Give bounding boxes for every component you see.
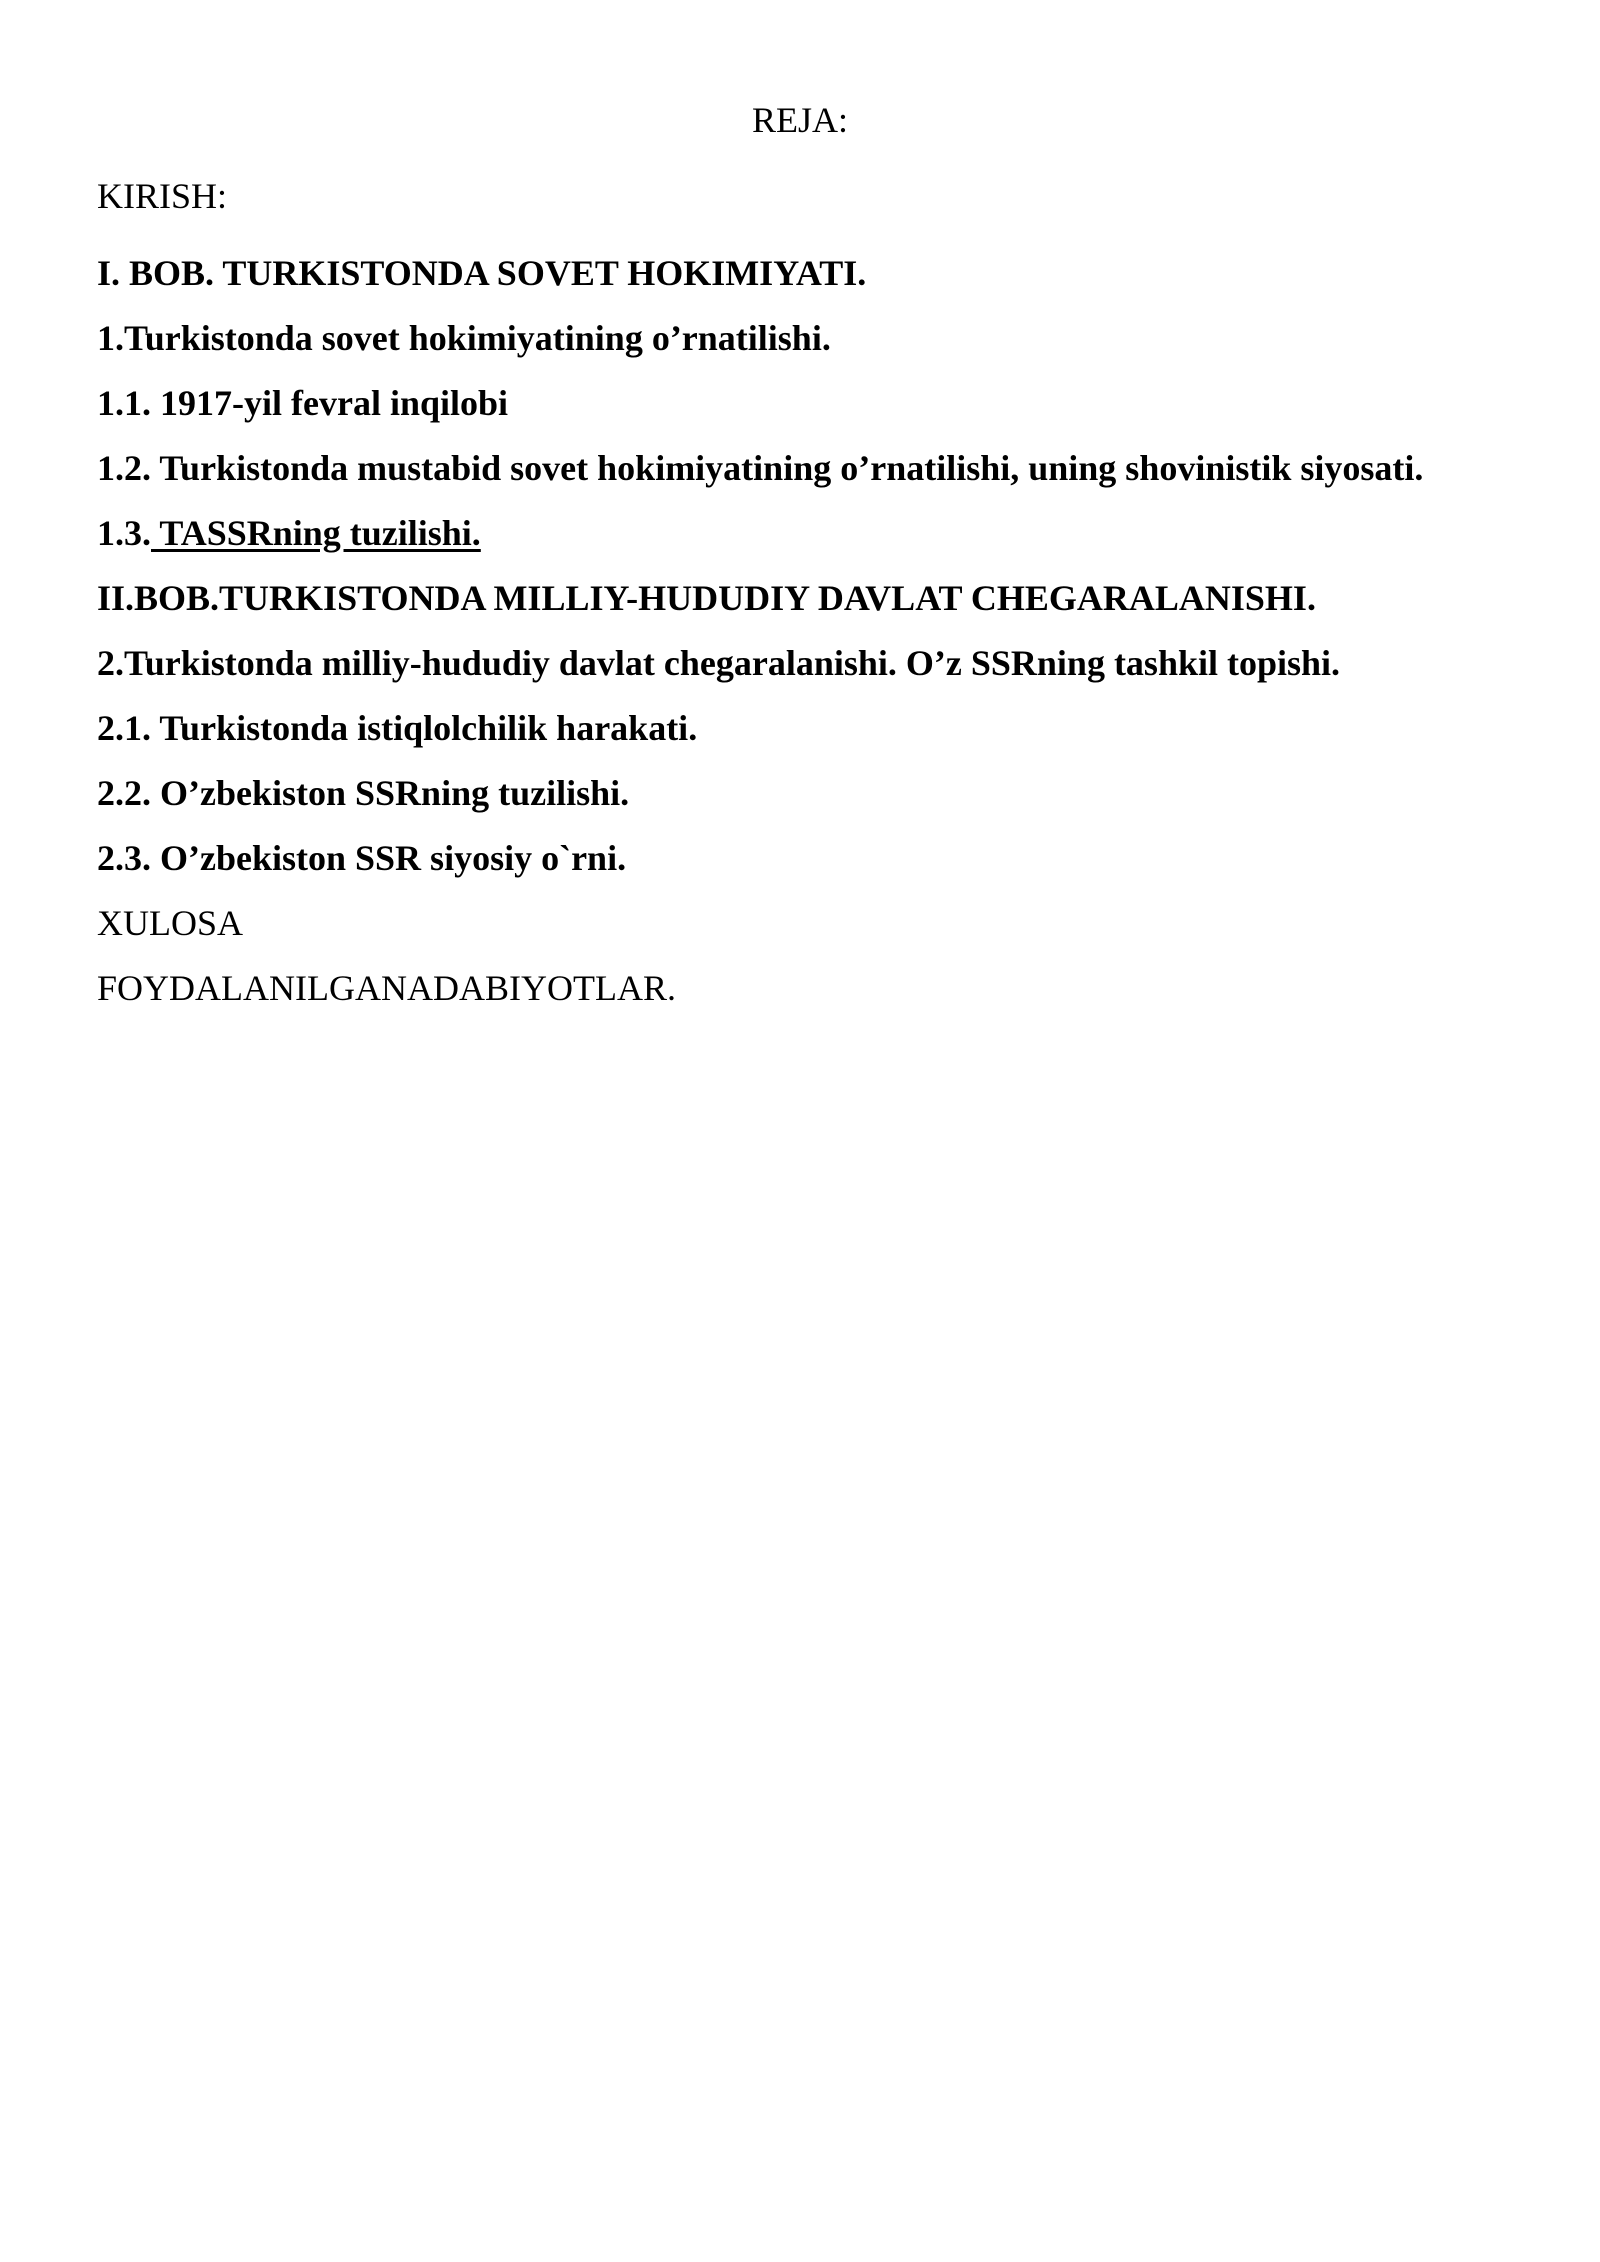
item-number: 1.3. [97,513,151,553]
chapter1-heading: I. BOB. TURKISTONDA SOVET HOKIMIYATI. [97,253,867,293]
chapter2-heading: II.BOB.TURKISTONDA MILLIY-HUDUDIY DAVLAT CHEGARALANISHI. [97,578,1316,618]
item-text-underlined: TASSRning tuzilishi. [151,513,481,553]
list-item: 2.3. O’zbekiston SSR siyosiy o`rni. [97,838,627,878]
list-item: 2.1. Turkistonda istiqlolchilik harakati. [97,708,698,748]
conclusion-heading: XULOSA [97,903,244,943]
references-heading: FOYDALANILGANADABIYOTLAR. [97,968,676,1008]
chapter1-section: 1.Turkistonda sovet hokimiyatining o’rnatilishi. [97,318,831,358]
list-item: 2.2. O’zbekiston SSRning tuzilishi. [97,773,630,813]
intro-heading: KIRISH: [97,176,228,216]
list-item: 1.1. 1917-yil fevral inqilobi [97,383,509,423]
list-item: 1.2. Turkistonda mustabid sovet hokimiyatining o’rnatilishi, uning shovinistik siyosati. [97,448,1424,488]
list-item [97,509,481,557]
chapter2-section: 2.Turkistonda milliy-hududiy davlat chegaralanishi. O’z SSRning tashkil topishi. [97,643,1341,683]
page-title: REJA: [751,100,848,140]
